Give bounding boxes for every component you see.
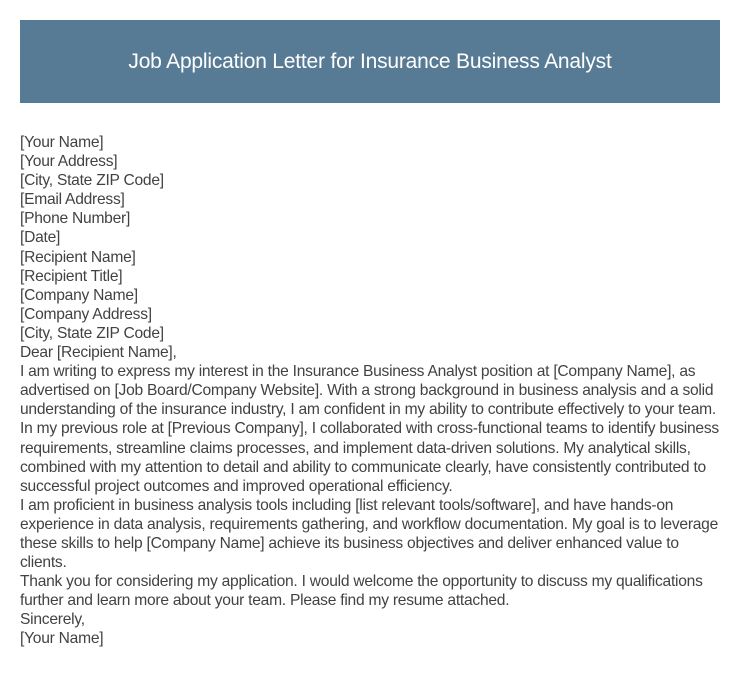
paragraph-intro: I am writing to express my interest in the Insurance Business Analyst position at [Company Name], as advertised on [Job Board/Company Website]. With a strong background in business analysis and a solid understanding of the insurance industry, I am confident in my ability to contribute effectively to your team. xyxy=(20,363,716,419)
recipient-company: [Company Name] xyxy=(20,286,138,304)
paragraph-experience: In my previous role at [Previous Company], I collaborated with cross-functional teams to identify business requirements, streamline claims processes, and implement data-driven solutions. My analytical skills, combined with my attention to detail and ability to communicate clearly, have consistently contributed to successful project outcomes and improved operational efficiency. xyxy=(20,420,719,495)
signature: [Your Name] xyxy=(20,630,104,648)
paragraph-skills: I am proficient in business analysis tools including [list relevant tools/software], and have hands-on experience in data analysis, requirements gathering, and workflow documentation. My goal is to leverage these skills to help [Company Name] achieve its business objectives and deliver enhanced value to clients. xyxy=(20,496,719,572)
page-title: Job Application Letter for Insurance Business Analyst xyxy=(128,49,612,73)
sender-address: [Your Address] xyxy=(20,153,118,171)
sender-phone: [Phone Number] xyxy=(20,210,131,228)
recipient-city-state-zip: [City, State ZIP Code] xyxy=(20,324,164,342)
letter-body xyxy=(20,133,725,649)
sender-city-state-zip: [City, State ZIP Code] xyxy=(20,172,164,190)
closing: Sincerely, xyxy=(20,611,85,629)
letter-date: [Date] xyxy=(20,229,61,247)
title-banner xyxy=(20,20,720,103)
sender-name: [Your Name] xyxy=(20,134,104,151)
salutation: Dear [Recipient Name], xyxy=(20,344,177,362)
recipient-title: [Recipient Title] xyxy=(20,267,123,285)
recipient-name: [Recipient Name] xyxy=(20,248,136,266)
paragraph-closing: Thank you for considering my application. I would welcome the opportunity to discuss my qualifications further and learn more about your team. Please find my resume attached. xyxy=(20,573,703,610)
recipient-company-address: [Company Address] xyxy=(20,305,152,323)
sender-email: [Email Address] xyxy=(20,191,125,209)
